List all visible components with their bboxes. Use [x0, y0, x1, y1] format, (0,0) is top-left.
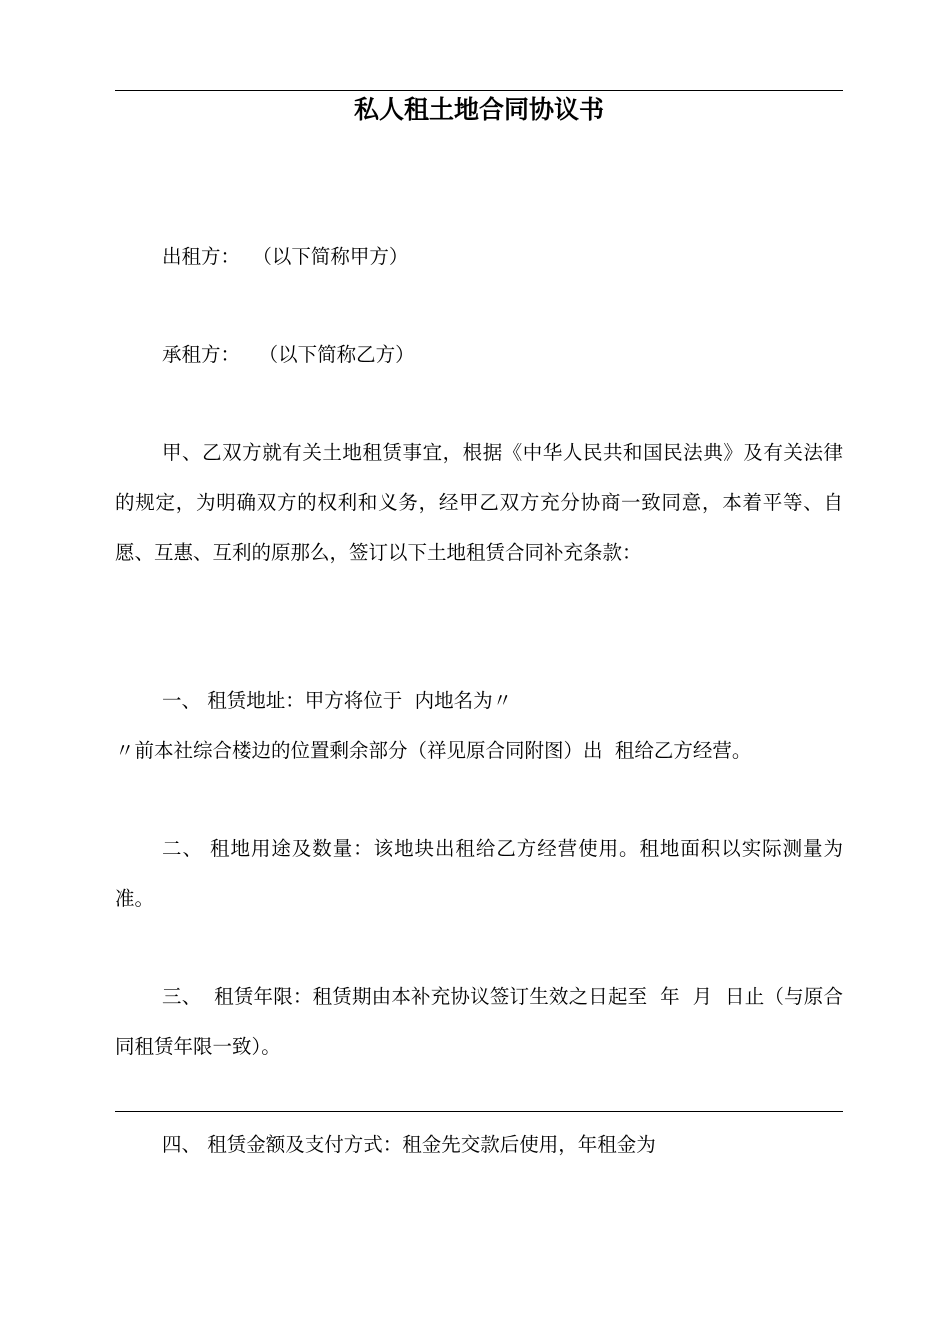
top-rule	[115, 90, 843, 91]
clause-1-line-1: 一、 租赁地址：甲方将位于 内地名为〃	[162, 689, 513, 712]
clause-1-line-2: 〃前本社综合楼边的位置剩余部分（祥见原合同附图）出 租给乙方经营。	[115, 739, 752, 762]
lessor-line: 出租方： （以下简称甲方）	[162, 245, 409, 268]
clause-4-paragraph: 四、 租赁金额及支付方式：租金先交款后使用，年租金为	[162, 1133, 656, 1156]
lessee-line: 承租方： （以下简称乙方）	[162, 343, 415, 366]
intro-paragraph: 甲、乙双方就有关土地租赁事宜，根据《中华人民共和国民法典》及有关法律的规定，为明确双方的权利和义务，经甲乙双方充分协商一致同意，本着平等、自愿、互惠、互利的原那么，签订以下土地租赁合同补充条款：	[115, 441, 843, 564]
clause-3-paragraph: 三、 租赁年限：租赁期由本补充协议签订生效之日起至 年 月 日止（与原合同租赁年限一致）。	[115, 985, 843, 1058]
clause-2-paragraph: 二、 租地用途及数量：该地块出租给乙方经营使用。租地面积以实际测量为准。	[115, 837, 843, 910]
document-title: 私人租土地合同协议书	[353, 95, 604, 124]
page-break-rule	[115, 1111, 843, 1112]
